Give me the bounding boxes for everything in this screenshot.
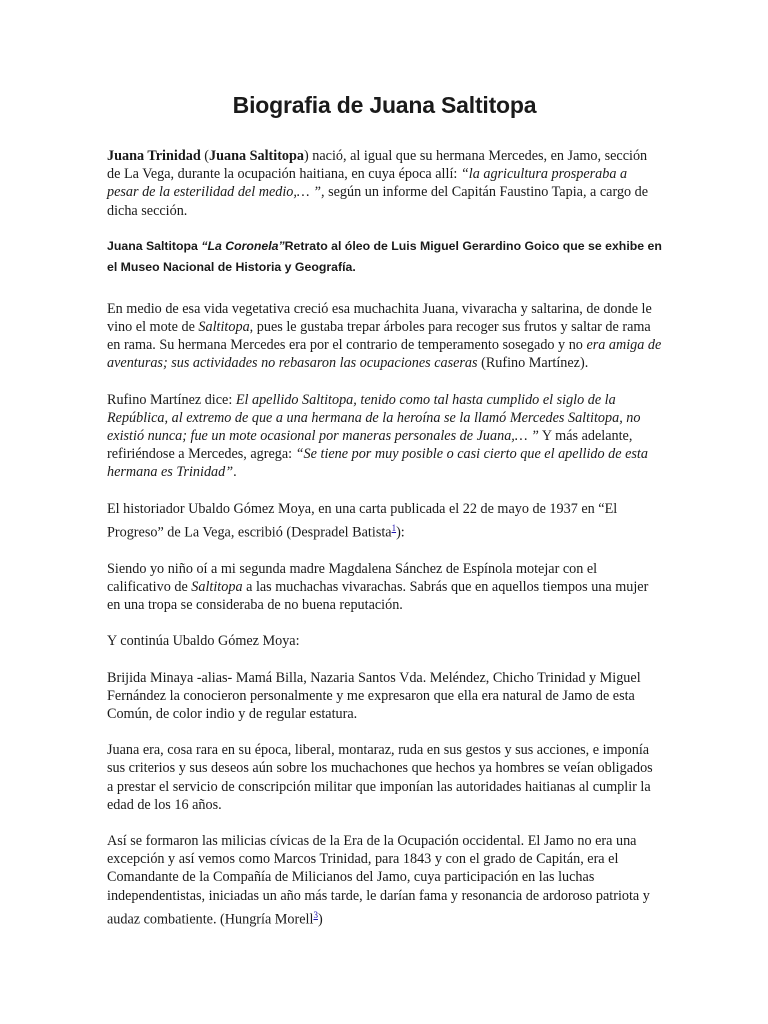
paragraph-character: Juana era, cosa rara en su época, liberal, montaraz, ruda en sus gestos y sus acciones, e imponía sus criterios y sus deseos aún sobre los muchachones que hechos ya hombres se veían obligados a prestar el servicio de conscripción militar que imponían las autoridades haitianas al cumplir la edad de los 16 años. (107, 742, 653, 813)
paragraph-intro: Juana Trinidad (Juana Saltitopa) nació, al igual que su hermana Mercedes, en Jamo, sección de La Vega, durante la ocupación haitiana, en cuya época allí: “la agricultura prosperaba a pesar de la esterilidad del medio,… ”, según un informe del Capitán Faustino Tapia, a cargo de dicha sección. (107, 148, 649, 219)
footnote-link-1[interactable]: 1 (391, 522, 397, 533)
portrait-caption: Juana Saltitopa “La Coronela”Retrato al óleo de Luis Miguel Gerardino Goico que se exhibe en el Museo Nacional de Historia y Geografía. (107, 238, 662, 274)
paragraph-historian: El historiador Ubaldo Gómez Moya, en una carta publicada el 22 de mayo de 1937 en “El Progreso” de La Vega, escribió (Despradel Batista$^1$): (107, 500, 618, 541)
name-bold: Juana Trinidad (107, 148, 201, 164)
alias-bold: Juana Saltitopa (209, 148, 305, 164)
paragraph-childhood: En medio de esa vida vegetativa creció esa muchachita Juana, vivaracha y saltarina, de donde le vino el mote de Saltitopa, pues le gustaba trepar árboles para recoger sus frutos y saltar de rama en rama. Su hermana Mercedes era por el contrario de temperamento sosegado y no era amiga de aventuras; sus actividades no rebasaron las ocupaciones caseras (Rufino Martínez). (107, 300, 662, 372)
paragraph-rufino: Rufino Martínez dice: El apellido Saltitopa, tenido como tal hasta cumplido el siglo de la República, al extremo de que a una hermana de la heroína se la llamó Mercedes Saltitopa, no existió nunca; fue un mote ocasional por maneras personales de Juana,… ” Y más adelante, refiriéndose a Mercedes, agrega: “Se tiene por muy posible o casi cierto que el apellido de esta hermana es Trinidad”. (107, 391, 648, 481)
paragraph-militia: Así se formaron las milicias cívicas de la Era de la Ocupación occidental. El Jamo no era una excepción y así vemos como Marcos Trinidad, para 1843 y con el grado de Capitán, era el Comandante de la Compañía de Milicianos del Jamo, cuya participación en las luchas independentistas, iniciadas un año más tarde, le darían fama y resonancia de ardoroso patriota y audaz combatiente. (Hungría Morell$^3$) (107, 833, 650, 928)
nickname-italic: “La Coronela” (201, 238, 285, 253)
footnote-link-3[interactable]: 3 (313, 909, 318, 920)
quote-italic: “la agricultura prosperaba a pesar de la esterilidad del medio,… ” (107, 166, 628, 201)
document-title: Biografia de Juana Saltitopa (232, 92, 537, 118)
paragraph-quote-1: Siendo yo niño oí a mi segunda madre Magdalena Sánchez de Espínola motejar con el calificativo de Saltitopa a las muchachas vivarachas. Sabrás que en aquellos tiempos una mujer en una tropa se consideraba de no buena reputación. (107, 560, 649, 614)
paragraph-witnesses: Brijida Minaya -alias- Mamá Billa, Nazaria Santos Vda. Meléndez, Chicho Trinidad y Miguel Fernández la conocieron personalmente y me expresaron que ella era natural de Jamo de esta Común, de color indio y de regular estatura. (107, 669, 641, 722)
paragraph-continues: Y continúa Ubaldo Gómez Moya: (107, 633, 300, 650)
